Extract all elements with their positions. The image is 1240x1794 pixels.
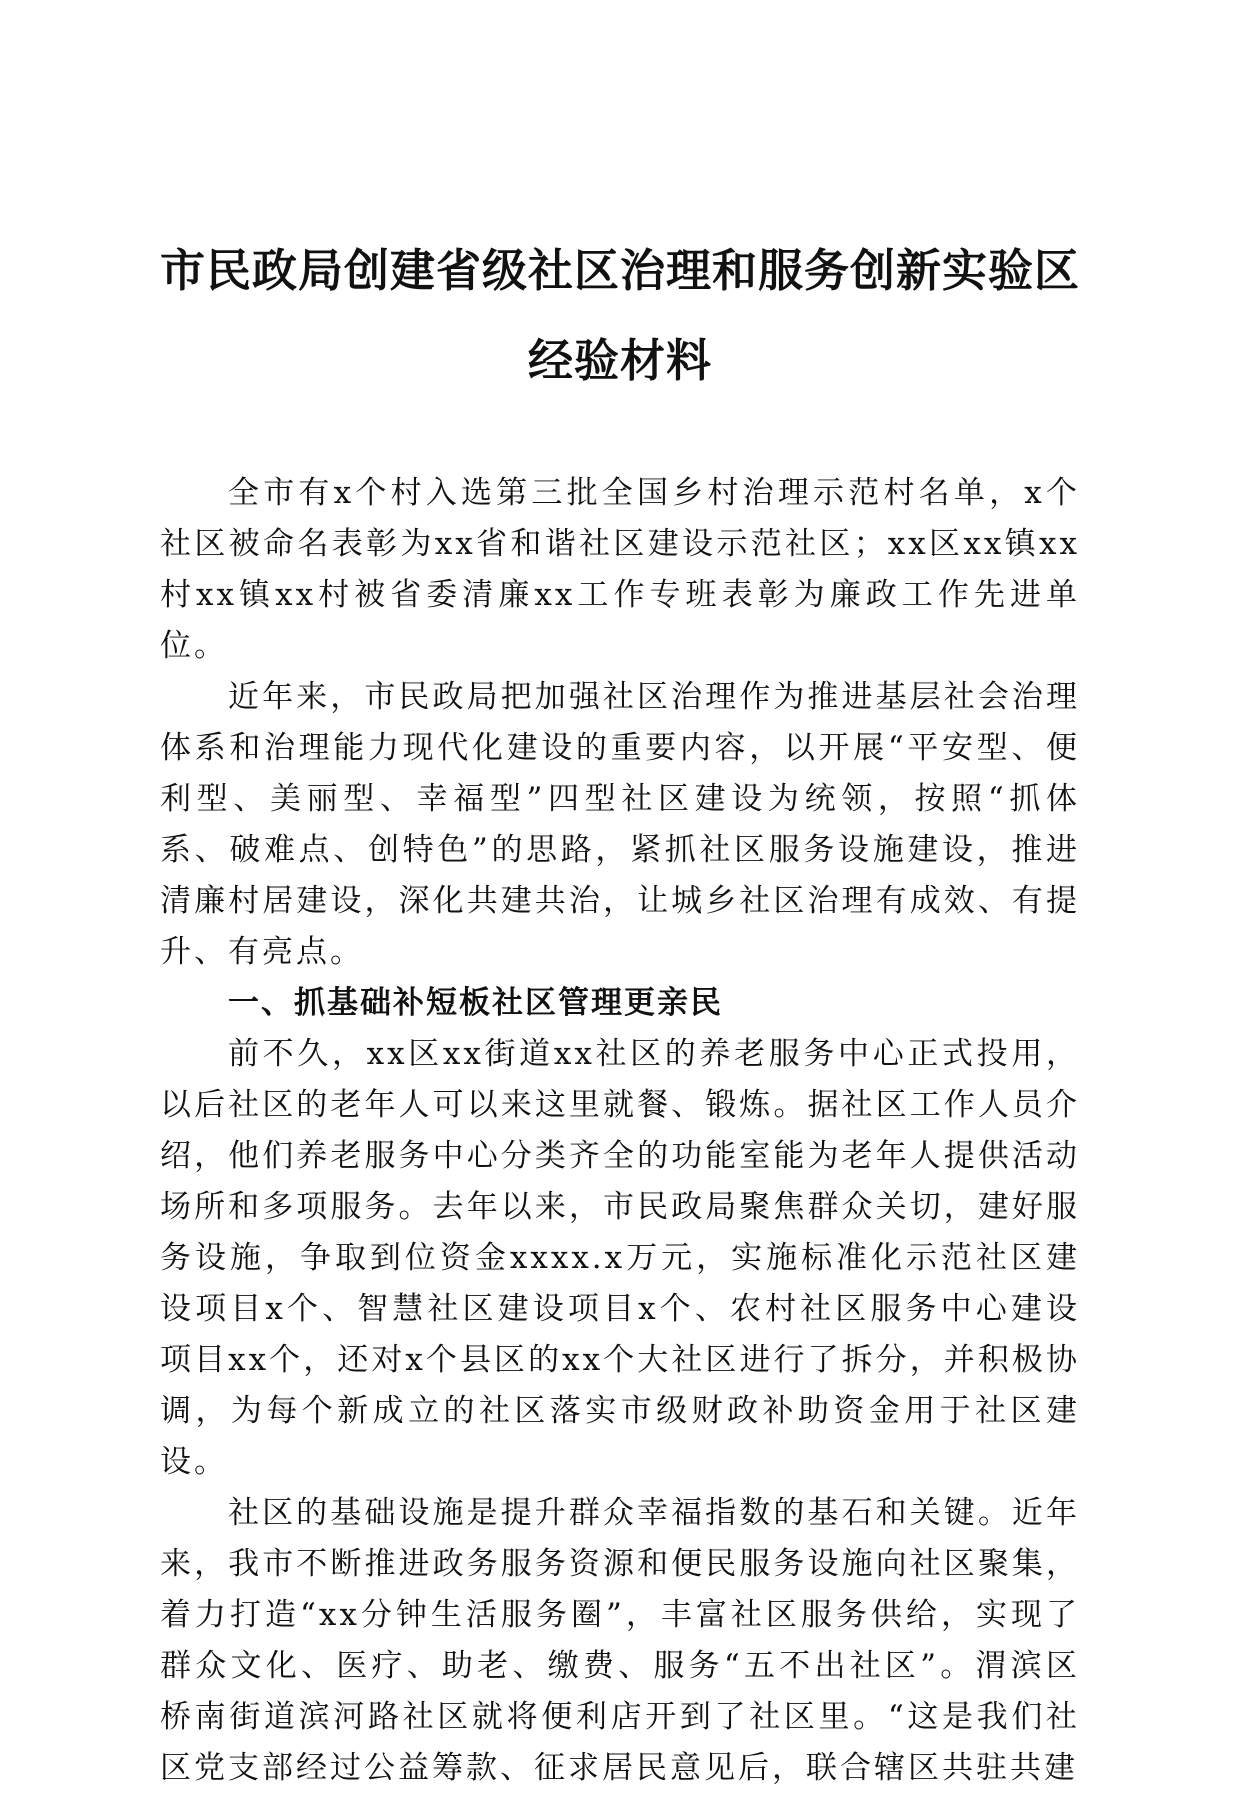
section-heading-1: 一、抓基础补短板社区管理更亲民 [228, 985, 723, 1021]
intro-paragraph-1: 全市有x个村入选第三批全国乡村治理示范村名单，x个社区被命名表彰为xx省和谐社区建设示范社区；xx区xx镇xx村xx镇xx村被省委清廉xx工作专班表彰为廉政工作先进单位。 [160, 475, 1080, 664]
title-line-1: 市民政局创建省级社区治理和服务创新实验区 [159, 244, 1080, 297]
section-1-paragraph-2: 社区的基础设施是提升群众幸福指数的基石和关键。近年来，我市不断推进政务服务资源和便民服务设施向社区聚集，着力打造“xx分钟生活服务圈”，丰富社区服务供给，实现了群众文化、医疗、助老、缴费、服务“五不出社区”。渭滨区桥南街道滨河路社区就将便利店开到了社区里。“这是我们社区党支部经过公益筹款、征求居民意见后，联合辖区共驻共建 [160, 1495, 1080, 1786]
document-title [140, 226, 1100, 406]
title-line-2: 经验材料 [527, 334, 712, 387]
section-1-paragraph-1: 前不久，xx区xx街道xx社区的养老服务中心正式投用，以后社区的老年人可以来这里就餐、锻炼。据社区工作人员介绍，他们养老服务中心分类齐全的功能室能为老年人提供活动场所和多项服务。去年以来，市民政局聚焦群众关切，建好服务设施，争取到位资金xxxx.x万元，实施标准化示范社区建设项目x个、智慧社区建设项目x个、农村社区服务中心建设项目xx个，还对x个县区的xx个大社区进行了拆分，并积极协调，为每个新成立的社区落实市级财政补助资金用于社区建设。 [160, 1036, 1080, 1480]
intro-paragraph-2: 近年来，市民政局把加强社区治理作为推进基层社会治理体系和治理能力现代化建设的重要内容，以开展“平安型、便利型、美丽型、幸福型”四型社区建设为统领，按照“抓体系、破难点、创特色”的思路，紧抓社区服务设施建设，推进清廉村居建设，深化共建共治，让城乡社区治理有成效、有提升、有亮点。 [160, 679, 1080, 970]
document-body [160, 468, 1080, 1794]
